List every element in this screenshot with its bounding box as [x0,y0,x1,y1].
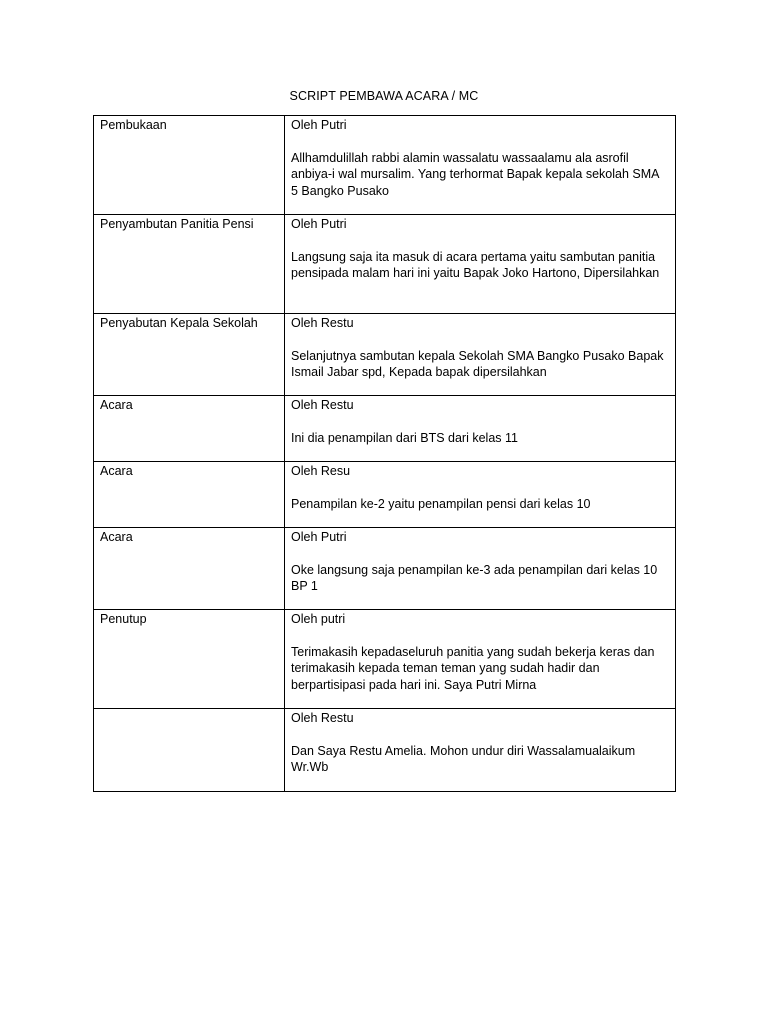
table-row [94,314,676,396]
table-row [94,116,676,215]
section-cell: Penutup [94,610,285,709]
content-cell [285,709,676,792]
table-row [94,215,676,314]
script-text: Langsung saja ita masuk di acara pertama yaitu sambutan panitia pensipada malam hari ini yaitu Bapak Joko Hartono, Dipersilahkan [291,249,660,280]
content-cell [285,396,676,462]
content-cell [285,462,676,528]
section-cell: Acara [94,396,285,462]
table-row [94,528,676,610]
section-cell: Acara [94,462,285,528]
script-text: Allhamdulillah rabbi alamin wassalatu wassaalamu ala asrofil anbiya-i wal mursalim. Yang terhormat Bapak kepala sekolah SMA 5 Bangko Pusako [291,150,659,198]
content-cell [285,528,676,610]
speaker-label: Oleh putri [291,612,346,626]
speaker-label: Oleh Restu [291,316,354,330]
content-cell [285,215,676,314]
section-cell: Pembukaan [94,116,285,215]
page-title: SCRIPT PEMBAWA ACARA / MC [289,89,479,103]
speaker-label: Oleh Restu [291,711,354,725]
table-row [94,396,676,462]
content-cell [285,610,676,709]
section-cell [94,709,285,792]
script-text: Ini dia penampilan dari BTS dari kelas 11 [291,430,518,445]
content-cell [285,314,676,396]
speaker-label: Oleh Putri [291,530,347,544]
table-row [94,709,676,792]
script-text: Penampilan ke-2 yaitu penampilan pensi dari kelas 10 [291,496,591,511]
section-cell: Penyabutan Kepala Sekolah [94,314,285,396]
section-cell: Penyambutan Panitia Pensi [94,215,285,314]
table-row [94,610,676,709]
speaker-label: Oleh Resu [291,464,351,478]
script-text: Terimakasih kepadaseluruh panitia yang sudah bekerja keras dan terimakasih kepada teman teman yang sudah hadir dan berpartisipasi pada hari ini. Saya Putri Mirna [291,644,655,692]
script-text: Selanjutnya sambutan kepala Sekolah SMA Bangko Pusako Bapak Ismail Jabar spd, Kepada bapak dipersilahkan [291,348,664,379]
script-text: Dan Saya Restu Amelia. Mohon undur diri Wassalamualaikum Wr.Wb [291,743,636,774]
script-text: Oke langsung saja penampilan ke-3 ada penampilan dari kelas 10 BP 1 [291,562,658,593]
content-cell [285,116,676,215]
speaker-label: Oleh Putri [291,118,347,132]
speaker-label: Oleh Putri [291,217,347,231]
table-row [94,462,676,528]
speaker-label: Oleh Restu [291,398,354,412]
section-cell: Acara [94,528,285,610]
script-table [93,115,676,792]
